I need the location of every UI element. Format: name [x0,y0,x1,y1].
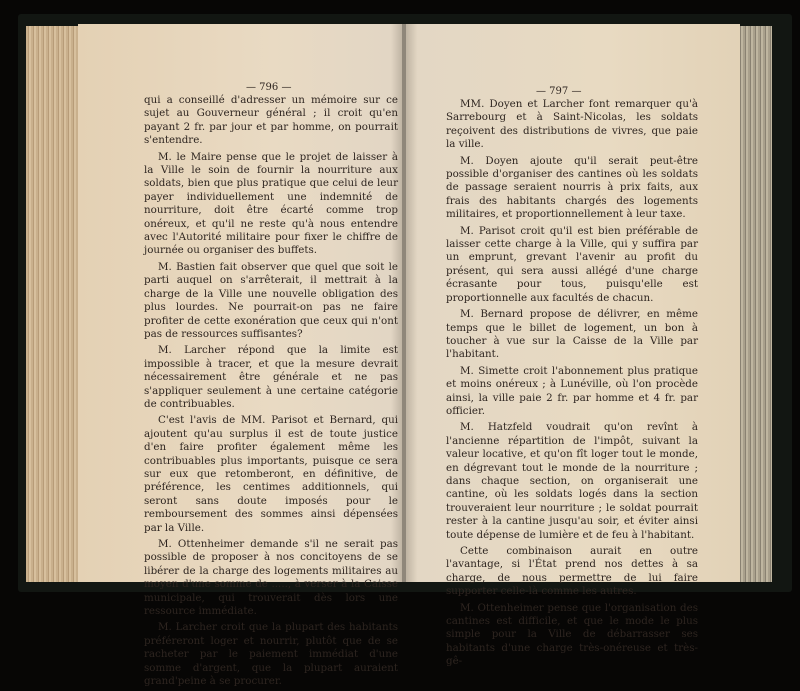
book-gutter [402,24,406,582]
paragraph: M. Larcher répond que la limite est impossible à tracer, et que la mesure devrait nécessairement être générale et ne pas s'appliquer seulement à une certaine catégorie de contribuables. [144,344,398,410]
paragraph: M. Larcher croit que la plupart des habitants préféreront loger et nourrir, plutôt que de se racheter par le paiement immédiat d'une somme d'argent, que la plupart auraient grand'peine à se procurer. [144,621,398,688]
paragraph: M. Hatzfeld voudrait qu'on revînt à l'ancienne répartition de l'impôt, suivant la valeur locative, et qu'on fît loger tout le monde, en dégrevant tout le monde de la nourriture ; dans chaque section, on organiserait une cantine, où les soldats logés dans la section trouveraient leur nourriture ; le soldat pourrait rester à la cantine jusqu'au soir, et éviter ainsi toute dépense de lumière et de feu à l'habitant. [446,421,698,541]
right-page-number: — 797 — [536,86,582,97]
paragraph: C'est l'avis de MM. Parisot et Bernard, qui ajoutent qu'au surplus il est de toute justice d'en faire profiter également même les contribuables plus importants, puisque ce sera sur eux que retomberont, en définitive, de préférence, les centimes additionnels, qui seront sans doute imposés pour le remboursement des sommes ainsi dépensées par la Ville. [144,414,398,534]
paragraph: Cette combinaison aurait en outre l'avantage, si l'État prend nos dettes à sa charge, de nous permettre de lui faire supporter celle-là comme les autres. [446,545,698,598]
paragraph: M. Ottenheimer pense que l'organisation des cantines est difficile, et que le mode le plus simple pour la Ville de débarrasser ses habitants d'une charge très-onéreuse et très-gê- [446,601,698,668]
left-page-text [144,94,398,691]
right-page-text [446,98,698,672]
paragraph: M. Doyen ajoute qu'il serait peut-être possible d'organiser des cantines où les soldats de passage seraient nourris à prix faits, aux frais des habitants chargés des logements militaires, et proportionnellement à leur taxe. [446,154,698,221]
paragraph: M. Parisot croit qu'il est bien préférable de laisser cette charge à la Ville, qui y suffira par un emprunt, grevant l'avenir au profit du présent, qui sera aussi allégé d'une charge écrasante pour tous, puisqu'elle est proportionnelle aux facultés de chacun. [446,224,698,304]
paragraph: M. Bastien fait observer que quel que soit le parti auquel on s'arrêterait, il mettrait à la charge de la Ville une nouvelle obligation des plus lourdes. Ne pourrait-on pas ne faire profiter de cette exonération que ceux qui n'ont pas de ressources suffisantes? [144,260,398,340]
paragraph: M. Simette croit l'abonnement plus pratique et moins onéreux ; à Lunéville, où l'on procède ainsi, la ville paie 2 fr. par homme et 4 fr. par officier. [446,364,698,417]
paragraph: M. Bernard propose de délivrer, en même temps que le billet de logement, un bon à toucher à vue sur la Caisse de la Ville par l'habitant. [446,308,698,361]
page-edges-left [26,26,80,582]
paragraph: M. le Maire pense que le projet de laisser à la Ville le soin de fournir la nourriture aux soldats, bien que plus pratique que celui de leur payer individuellement une indemnité de nourriture, doit être écarté comme trop onéreux, et qu'il ne reste qu'à nous entendre avec l'Autorité militaire pour fixer le chiffre de journée ou organiser des buffets. [144,150,398,257]
paragraph: MM. Doyen et Larcher font remarquer qu'à Sarrebourg et à Saint-Nicolas, les soldats reçoivent des distributions de vivres, que paie la ville. [446,98,698,151]
page-edges-right [738,26,772,582]
left-page-number: — 796 — [246,82,292,93]
paragraph: M. Ottenheimer demande s'il ne serait pas possible de proposer à nos concitoyens de se libérer de la charge des logements militaires au moyen d'une somme de ....., à verser à la Caisse municipale, qui trouverait dès lors une ressource immédiate. [144,538,398,618]
paragraph: qui a conseillé d'adresser un mémoire sur ce sujet au Gouverneur général ; il croit qu'en payant 2 fr. par jour et par homme, on pourrait s'entendre. [144,94,398,147]
